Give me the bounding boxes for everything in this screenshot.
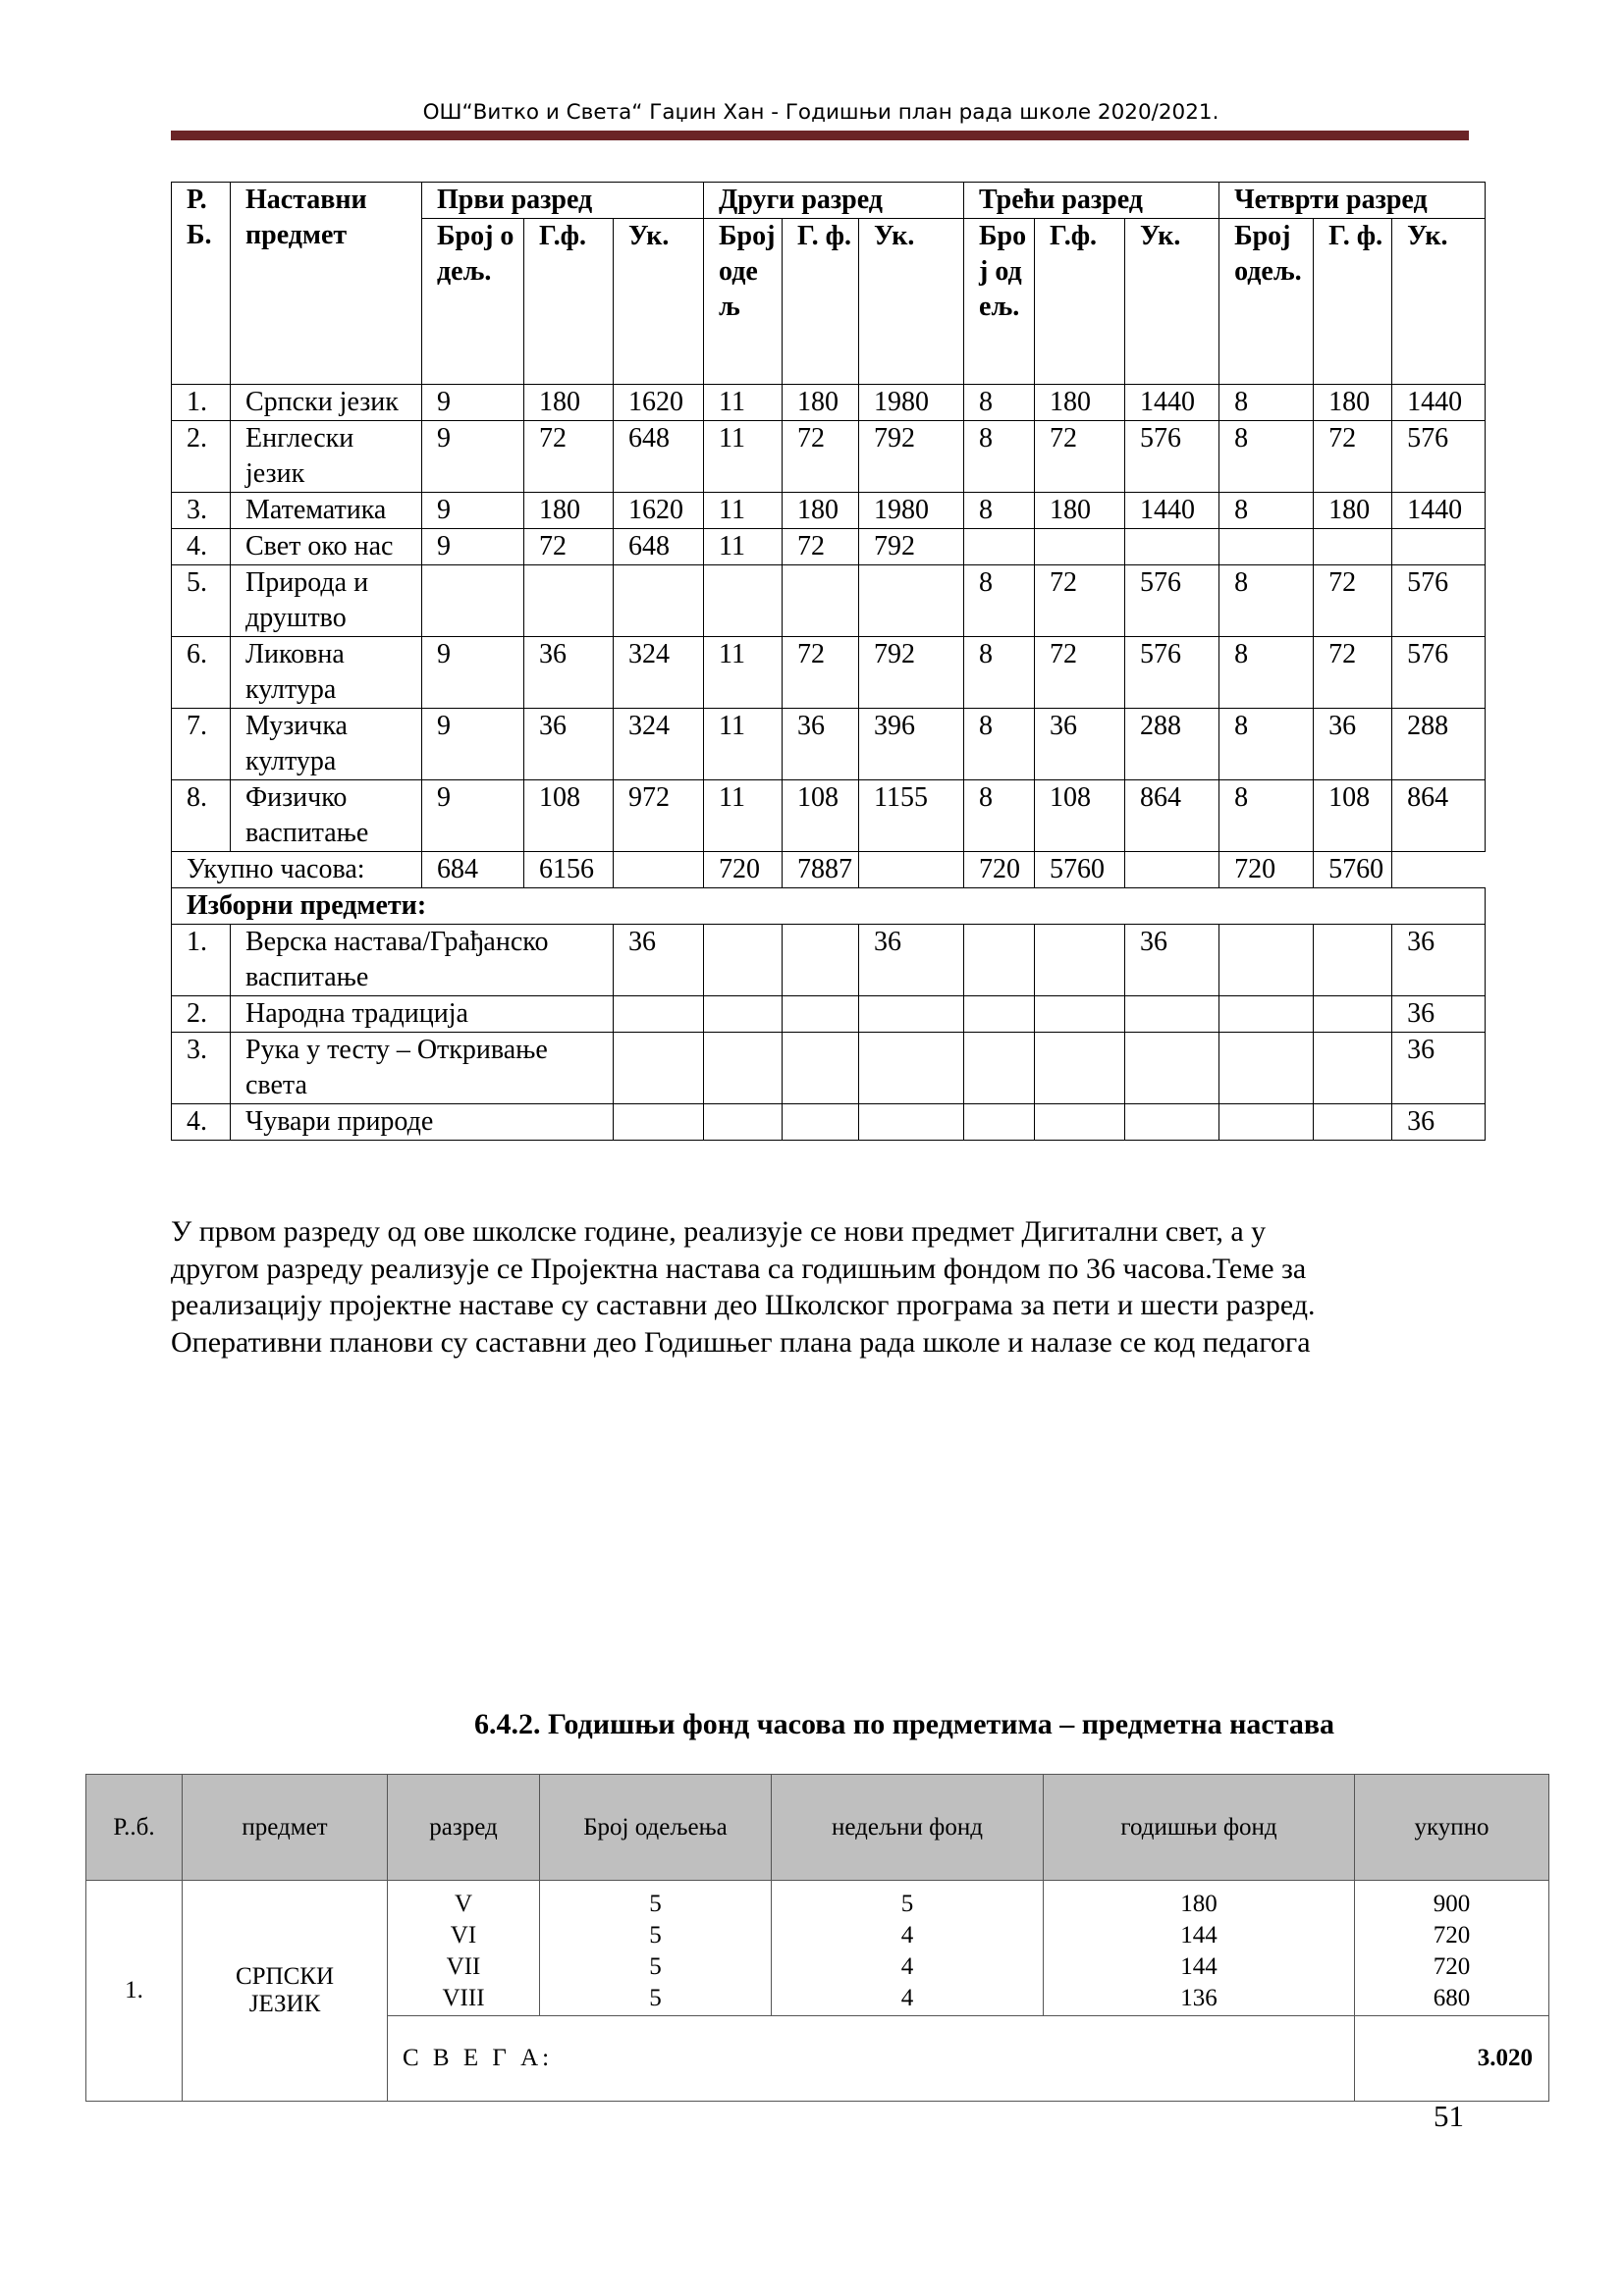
value-cell: 972 xyxy=(614,780,704,852)
subject-name: Музичка култура xyxy=(231,709,422,780)
row-number: 8. xyxy=(172,780,231,852)
value-cell: 72 xyxy=(1035,637,1125,709)
value-cell: 576 xyxy=(1392,421,1486,493)
total-value: 5760 xyxy=(1314,852,1392,888)
value-cell: 8 xyxy=(964,637,1035,709)
value-cell xyxy=(1125,529,1219,565)
col-header: укупно xyxy=(1355,1775,1549,1881)
value-cell xyxy=(783,996,859,1033)
table-row xyxy=(172,385,1486,421)
elective-row xyxy=(172,925,1486,996)
value-cell xyxy=(704,996,783,1033)
value-cell: 108 xyxy=(1035,780,1125,852)
total-value: 720 xyxy=(1219,852,1314,888)
value-cell: 9 xyxy=(422,637,524,709)
row-number: 7. xyxy=(172,709,231,780)
value-cell: 648 xyxy=(614,529,704,565)
value-cell: 36 xyxy=(1314,709,1392,780)
subcol-header: Ук. xyxy=(1392,219,1486,385)
value-cell: 72 xyxy=(524,421,614,493)
value-cell: 1980 xyxy=(859,385,964,421)
value-cell: 864 xyxy=(1392,780,1486,852)
value-cell: 9 xyxy=(422,529,524,565)
total-value xyxy=(614,852,704,888)
value-cell: 108 xyxy=(1314,780,1392,852)
value-cell: 576 xyxy=(1125,565,1219,637)
page-header: ОШ“Витко и Света“ Гаџин Хан - Годишњи план рада школе 2020/2021. xyxy=(422,100,1219,125)
subject-header: Наставни предмет xyxy=(231,183,422,385)
value-cell: 36 xyxy=(614,925,704,996)
col-header: разред xyxy=(388,1775,540,1881)
row-number: 4. xyxy=(172,529,231,565)
paragraph-line: Оперативни планови су саставни део Годишњег плана рада школе и налазе се код педагога xyxy=(171,1325,1311,1359)
value-cell xyxy=(964,529,1035,565)
value-cell xyxy=(1125,1104,1219,1141)
subcol-header: Број одељ. xyxy=(964,219,1035,385)
value-cell: 8 xyxy=(1219,493,1314,529)
value-cell: 180 xyxy=(524,493,614,529)
value-cell: 324 xyxy=(614,637,704,709)
body-paragraph xyxy=(171,1213,1506,1361)
value-cell: 792 xyxy=(859,637,964,709)
value-cell: 1440 xyxy=(1392,493,1486,529)
value-cell: 180 xyxy=(783,385,859,421)
value-cell xyxy=(1314,996,1392,1033)
value-cell xyxy=(1035,1104,1125,1141)
value-cell: 8 xyxy=(1219,421,1314,493)
value-cell: 72 xyxy=(1314,565,1392,637)
sum-cell: 900 720 720 680 xyxy=(1355,1881,1549,2016)
value-cell: 396 xyxy=(859,709,964,780)
subcol-header: Ук. xyxy=(1125,219,1219,385)
table-row xyxy=(172,637,1486,709)
value-cell: 36 xyxy=(1392,1104,1486,1141)
value-cell: 792 xyxy=(859,529,964,565)
table-row xyxy=(172,709,1486,780)
total-value xyxy=(859,852,964,888)
value-cell: 1440 xyxy=(1125,493,1219,529)
value-cell: 8 xyxy=(964,493,1035,529)
value-cell xyxy=(783,1033,859,1104)
total-label: Укупно часова: xyxy=(172,852,422,888)
elective-name: Верска настава/Грађанско васпитање xyxy=(231,925,614,996)
table-row xyxy=(172,780,1486,852)
subcol-header: Г.ф. xyxy=(1035,219,1125,385)
value-cell xyxy=(964,1033,1035,1104)
grade-header: Други разред xyxy=(704,183,964,219)
row-number: 4. xyxy=(172,1104,231,1141)
value-cell xyxy=(859,1104,964,1141)
value-cell: 324 xyxy=(614,709,704,780)
value-cell: 1440 xyxy=(1392,385,1486,421)
value-cell: 180 xyxy=(1314,385,1392,421)
value-cell: 576 xyxy=(1125,637,1219,709)
value-cell xyxy=(783,1104,859,1141)
value-cell: 9 xyxy=(422,709,524,780)
col-header: Број одељења xyxy=(540,1775,772,1881)
grades-cell: V VI VII VIII xyxy=(388,1881,540,2016)
value-cell xyxy=(859,1033,964,1104)
subject-name: Математика xyxy=(231,493,422,529)
value-cell xyxy=(1219,925,1314,996)
table-row xyxy=(172,493,1486,529)
row-number: 6. xyxy=(172,637,231,709)
rb-header: Р. Б. xyxy=(172,183,231,385)
value-cell: 36 xyxy=(524,709,614,780)
value-cell xyxy=(614,1104,704,1141)
row-number: 1. xyxy=(172,925,231,996)
page-number: 51 xyxy=(1434,2099,1464,2133)
value-cell: 72 xyxy=(1035,565,1125,637)
subcol-header: Г. ф. xyxy=(1314,219,1392,385)
grade-header: Први разред xyxy=(422,183,704,219)
value-cell xyxy=(859,565,964,637)
elective-name: Рука у тесту – Откривање света xyxy=(231,1033,614,1104)
subject-name: СРПСКИ ЈЕЗИК xyxy=(183,1881,388,2102)
subject-name: Физичко васпитање xyxy=(231,780,422,852)
value-cell: 648 xyxy=(614,421,704,493)
subject-teaching-table xyxy=(85,1774,1549,2102)
value-cell: 8 xyxy=(964,421,1035,493)
value-cell: 36 xyxy=(859,925,964,996)
elective-row xyxy=(172,1033,1486,1104)
total-value: 684 xyxy=(422,852,524,888)
value-cell: 180 xyxy=(1035,385,1125,421)
total-row xyxy=(172,852,1486,888)
value-cell: 792 xyxy=(859,421,964,493)
value-cell: 72 xyxy=(1314,637,1392,709)
paragraph-line: реализацију пројектне наставе су саставни део Школског програма за пети и шести разред. xyxy=(171,1289,1316,1321)
row-number: 2. xyxy=(172,996,231,1033)
value-cell: 576 xyxy=(1125,421,1219,493)
value-cell xyxy=(964,925,1035,996)
value-cell: 36 xyxy=(1392,1033,1486,1104)
value-cell xyxy=(1219,529,1314,565)
subcol-header: Г.ф. xyxy=(524,219,614,385)
value-cell: 72 xyxy=(783,529,859,565)
row-number: 1. xyxy=(86,1881,183,2102)
row-number: 5. xyxy=(172,565,231,637)
value-cell xyxy=(614,996,704,1033)
value-cell: 72 xyxy=(783,421,859,493)
row-number: 3. xyxy=(172,1033,231,1104)
row-number: 2. xyxy=(172,421,231,493)
value-cell: 8 xyxy=(964,780,1035,852)
value-cell: 180 xyxy=(1035,493,1125,529)
value-cell: 108 xyxy=(783,780,859,852)
value-cell xyxy=(704,925,783,996)
value-cell xyxy=(1314,1033,1392,1104)
table-row xyxy=(172,529,1486,565)
value-cell: 288 xyxy=(1392,709,1486,780)
value-cell xyxy=(1219,1104,1314,1141)
subcol-header: Број одељ xyxy=(704,219,783,385)
table-header-row xyxy=(172,183,1486,219)
value-cell xyxy=(964,996,1035,1033)
value-cell: 8 xyxy=(1219,709,1314,780)
value-cell xyxy=(1035,1033,1125,1104)
col-header: годишњи фонд xyxy=(1044,1775,1355,1881)
value-cell: 36 xyxy=(524,637,614,709)
grade-header: Трећи разред xyxy=(964,183,1219,219)
value-cell xyxy=(1314,529,1392,565)
subcol-header: Број одељ. xyxy=(1219,219,1314,385)
col-header: предмет xyxy=(183,1775,388,1881)
value-cell: 11 xyxy=(704,529,783,565)
value-cell: 1440 xyxy=(1125,385,1219,421)
value-cell: 9 xyxy=(422,421,524,493)
yearly-cell: 180 144 144 136 xyxy=(1044,1881,1355,2016)
value-cell xyxy=(1035,996,1125,1033)
subject-name: Енглески језик xyxy=(231,421,422,493)
col-header: недељни фонд xyxy=(772,1775,1044,1881)
grade-header: Четврти разред xyxy=(1219,183,1486,219)
row-number: 1. xyxy=(172,385,231,421)
value-cell: 8 xyxy=(964,385,1035,421)
value-cell xyxy=(859,996,964,1033)
value-cell: 11 xyxy=(704,637,783,709)
value-cell: 72 xyxy=(1035,421,1125,493)
value-cell xyxy=(1035,529,1125,565)
value-cell: 72 xyxy=(524,529,614,565)
elective-name: Народна традиција xyxy=(231,996,614,1033)
value-cell xyxy=(422,565,524,637)
value-cell xyxy=(704,565,783,637)
total-value: 3.020 xyxy=(1355,2016,1549,2102)
value-cell: 576 xyxy=(1392,565,1486,637)
weekly-cell: 5 4 4 4 xyxy=(772,1881,1044,2016)
subcol-header: Број одељ. xyxy=(422,219,524,385)
total-value xyxy=(1125,852,1219,888)
value-cell xyxy=(1219,1033,1314,1104)
value-cell: 11 xyxy=(704,385,783,421)
elective-row xyxy=(172,1104,1486,1141)
value-cell: 8 xyxy=(964,565,1035,637)
subcol-header: Ук. xyxy=(859,219,964,385)
value-cell: 8 xyxy=(1219,565,1314,637)
paragraph-line: другом разреду реализује се Пројектна настава са годишњим фондом по 36 часова.Теме за xyxy=(171,1252,1307,1285)
total-value: 7887 xyxy=(783,852,859,888)
elective-title-row xyxy=(172,888,1486,925)
value-cell: 9 xyxy=(422,385,524,421)
table-row xyxy=(172,565,1486,637)
value-cell xyxy=(1219,996,1314,1033)
subject-name: Природа и друштво xyxy=(231,565,422,637)
subject-name: Ликовна култура xyxy=(231,637,422,709)
value-cell: 180 xyxy=(783,493,859,529)
value-cell xyxy=(704,1104,783,1141)
value-cell: 11 xyxy=(704,780,783,852)
value-cell xyxy=(964,1104,1035,1141)
value-cell: 108 xyxy=(524,780,614,852)
value-cell: 36 xyxy=(1125,925,1219,996)
elective-title: Изборни предмети: xyxy=(172,888,1486,925)
value-cell xyxy=(1314,925,1392,996)
value-cell xyxy=(1125,1033,1219,1104)
value-cell: 72 xyxy=(783,637,859,709)
value-cell xyxy=(524,565,614,637)
value-cell: 288 xyxy=(1125,709,1219,780)
subject-name: Српски језик xyxy=(231,385,422,421)
table-row xyxy=(172,421,1486,493)
value-cell xyxy=(1125,996,1219,1033)
value-cell xyxy=(783,925,859,996)
value-cell: 180 xyxy=(524,385,614,421)
value-cell: 864 xyxy=(1125,780,1219,852)
value-cell: 180 xyxy=(1314,493,1392,529)
value-cell xyxy=(1035,925,1125,996)
col-header: Р..б. xyxy=(86,1775,183,1881)
value-cell xyxy=(1392,529,1486,565)
total-value: 5760 xyxy=(1035,852,1125,888)
value-cell: 36 xyxy=(1392,925,1486,996)
paragraph-line: У првом разреду од ове школске године, реализује се нови предмет Дигитални свет, а у xyxy=(171,1215,1267,1248)
value-cell xyxy=(783,565,859,637)
value-cell xyxy=(614,565,704,637)
section-title: 6.4.2. Годишњи фонд часова по предметима – предметна настава xyxy=(473,1708,1335,1740)
value-cell: 1620 xyxy=(614,493,704,529)
value-cell xyxy=(704,1033,783,1104)
value-cell: 576 xyxy=(1392,637,1486,709)
subcol-header: Ук. xyxy=(614,219,704,385)
subject-name: Свет око нас xyxy=(231,529,422,565)
value-cell: 1980 xyxy=(859,493,964,529)
value-cell xyxy=(1314,1104,1392,1141)
value-cell: 11 xyxy=(704,709,783,780)
value-cell: 9 xyxy=(422,493,524,529)
value-cell: 8 xyxy=(1219,780,1314,852)
value-cell: 36 xyxy=(1392,996,1486,1033)
classes-cell: 5 5 5 5 xyxy=(540,1881,772,2016)
elective-name: Чувари природе xyxy=(231,1104,614,1141)
row-number: 3. xyxy=(172,493,231,529)
total-value: 6156 xyxy=(524,852,614,888)
total-value: 720 xyxy=(964,852,1035,888)
value-cell: 36 xyxy=(783,709,859,780)
value-cell: 8 xyxy=(1219,637,1314,709)
total-value: 720 xyxy=(704,852,783,888)
class-teaching-table xyxy=(171,182,1486,1141)
value-cell: 11 xyxy=(704,421,783,493)
value-cell: 1155 xyxy=(859,780,964,852)
value-cell: 72 xyxy=(1314,421,1392,493)
value-cell: 1620 xyxy=(614,385,704,421)
elective-row xyxy=(172,996,1486,1033)
value-cell xyxy=(614,1033,704,1104)
total-label: С В Е Г А: xyxy=(388,2016,1355,2102)
header-rule xyxy=(171,131,1469,140)
value-cell: 8 xyxy=(964,709,1035,780)
value-cell: 11 xyxy=(704,493,783,529)
value-cell: 36 xyxy=(1035,709,1125,780)
subcol-header: Г. ф. xyxy=(783,219,859,385)
value-cell: 9 xyxy=(422,780,524,852)
value-cell: 8 xyxy=(1219,385,1314,421)
